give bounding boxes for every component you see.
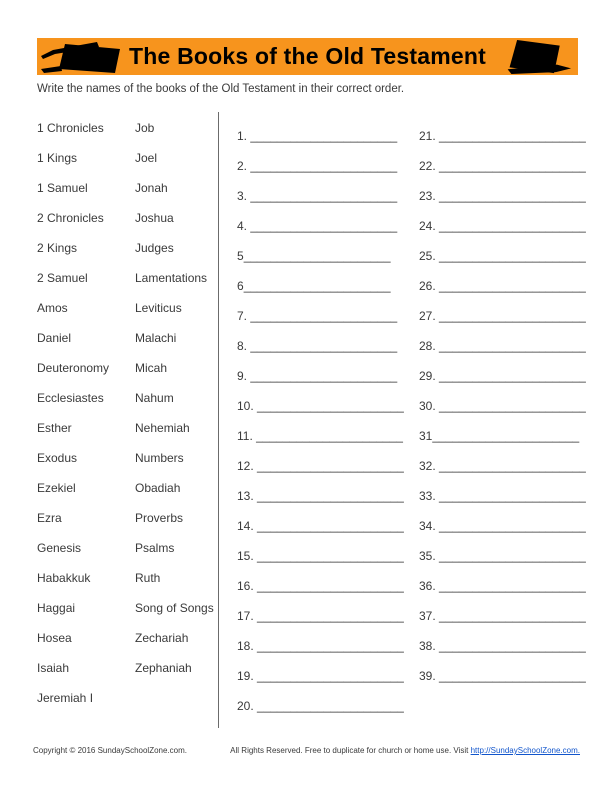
answer-number: 33. <box>419 489 440 503</box>
answer-row <box>237 121 404 151</box>
word-bank-item: Genesis <box>37 541 82 555</box>
answer-number: 31 <box>419 429 433 443</box>
answer-blank-line: ______________________ <box>243 279 391 293</box>
answer-number: 10. <box>237 399 258 413</box>
answer-blank-line: ______________________ <box>257 489 404 503</box>
answer-number: 1. <box>237 129 251 143</box>
answer-row <box>419 571 586 601</box>
answer-number: 19. <box>237 669 258 683</box>
word-bank-item: Ezekiel <box>37 481 76 495</box>
answer-row <box>419 541 586 571</box>
answer-row <box>237 331 404 361</box>
word-bank-item: Leviticus <box>135 301 182 315</box>
word-bank-item: Jonah <box>135 181 168 195</box>
answer-number: 22. <box>419 159 440 173</box>
answer-row <box>237 181 404 211</box>
answer-number: 11. <box>237 429 257 443</box>
footer-copyright: Copyright © 2016 SundaySchoolZone.com. <box>33 746 187 755</box>
word-bank-column-2 <box>135 113 214 683</box>
answer-blank-line: ______________________ <box>257 699 404 713</box>
footer <box>33 746 580 755</box>
answer-number: 23. <box>419 189 440 203</box>
answer-number: 32. <box>419 459 440 473</box>
answer-blank-line: ______________________ <box>257 669 404 683</box>
answer-number: 3. <box>237 189 251 203</box>
answer-row <box>419 181 586 211</box>
word-bank-item: Song of Songs <box>135 601 214 615</box>
answer-number: 4. <box>237 219 251 233</box>
answer-blank-line: ______________________ <box>257 609 404 623</box>
answer-blank-line: ______________________ <box>439 549 586 563</box>
answer-blank-line: ______________________ <box>250 339 398 353</box>
answer-number: 37. <box>419 609 440 623</box>
word-bank-item: 1 Chronicles <box>37 121 104 135</box>
answer-row <box>237 391 404 421</box>
answer-blank-line: ______________________ <box>439 399 586 413</box>
answer-row <box>237 301 404 331</box>
answer-blank-line: ______________________ <box>250 159 398 173</box>
answer-number: 9. <box>237 369 251 383</box>
answer-number: 27. <box>419 309 440 323</box>
answer-blank-line: ______________________ <box>257 579 404 593</box>
answer-row <box>237 271 404 301</box>
answer-blank-line: ______________________ <box>439 639 586 653</box>
answer-number: 18. <box>237 639 258 653</box>
answer-row <box>237 151 404 181</box>
word-bank-item: Isaiah <box>37 661 70 675</box>
word-bank-item: Lamentations <box>135 271 208 285</box>
answer-row <box>237 511 404 541</box>
answer-blank-line: ______________________ <box>250 369 398 383</box>
answer-blank-line: ______________________ <box>439 279 586 293</box>
answer-number: 15. <box>237 549 258 563</box>
answer-row <box>419 631 586 661</box>
answer-blank-line: ______________________ <box>256 429 403 443</box>
answer-blank-line: ______________________ <box>257 399 404 413</box>
word-bank-item: Nahum <box>135 391 174 405</box>
word-bank-item: 1 Samuel <box>37 181 88 195</box>
answer-number: 16. <box>237 579 258 593</box>
answer-number: 25. <box>419 249 440 263</box>
word-bank-item: Malachi <box>135 331 177 345</box>
answer-row <box>419 301 586 331</box>
word-bank-item: Joel <box>135 151 158 165</box>
word-bank-item: 2 Kings <box>37 241 78 255</box>
word-bank-item: Ruth <box>135 571 161 585</box>
word-bank-item: Judges <box>135 241 174 255</box>
answer-blank-line: ______________________ <box>257 459 404 473</box>
instruction-text: Write the names of the books of the Old Testament in their correct order. <box>37 83 405 95</box>
answer-blank-line: ______________________ <box>250 129 398 143</box>
answer-number: 7. <box>237 309 251 323</box>
answer-number: 30. <box>419 399 440 413</box>
answer-row <box>419 331 586 361</box>
word-bank-item: Numbers <box>135 451 184 465</box>
scroll-icon-left <box>41 39 126 75</box>
answer-row <box>237 211 404 241</box>
answer-number: 17. <box>237 609 258 623</box>
word-bank-item: Hosea <box>37 631 72 645</box>
answer-row <box>419 151 586 181</box>
answer-column-1 <box>237 121 404 721</box>
word-bank-item: Habakkuk <box>37 571 91 585</box>
word-bank-item: 2 Chronicles <box>37 211 104 225</box>
word-bank-item: Joshua <box>135 211 174 225</box>
word-bank-item: Amos <box>37 301 68 315</box>
answer-row <box>237 361 404 391</box>
answer-number: 2. <box>237 159 251 173</box>
scroll-icon-right <box>500 39 574 75</box>
title-banner <box>37 38 578 75</box>
answer-blank-line: ______________________ <box>439 159 586 173</box>
answer-number: 26. <box>419 279 440 293</box>
answer-blank-line: ______________________ <box>250 189 398 203</box>
answer-blank-line: ______________________ <box>439 219 586 233</box>
answer-number: 29. <box>419 369 440 383</box>
answer-blank-line: ______________________ <box>439 519 586 533</box>
word-bank-item: Nehemiah <box>135 421 190 435</box>
answer-blank-line: ______________________ <box>439 489 586 503</box>
answer-blank-line: ______________________ <box>439 129 586 143</box>
answer-blank-line: ______________________ <box>257 519 404 533</box>
answer-row <box>419 121 586 151</box>
answer-row <box>237 661 404 691</box>
answer-number: 24. <box>419 219 440 233</box>
word-bank-item: 1 Kings <box>37 151 78 165</box>
answer-row <box>419 211 586 241</box>
answer-column-2 <box>419 121 586 691</box>
answer-row <box>419 421 586 451</box>
answer-row <box>237 691 404 721</box>
word-bank-item: Jeremiah I <box>37 691 94 705</box>
answer-number: 21. <box>419 129 440 143</box>
word-bank-item: Proverbs <box>135 511 184 525</box>
answer-number: 13. <box>237 489 258 503</box>
answer-number: 12. <box>237 459 258 473</box>
answer-blank-line: ______________________ <box>439 669 586 683</box>
answer-row <box>237 421 404 451</box>
answer-row <box>237 571 404 601</box>
word-bank-item: Ezra <box>37 511 62 525</box>
vertical-divider <box>218 112 219 728</box>
answer-blank-line: ______________________ <box>250 309 398 323</box>
answer-row <box>419 451 586 481</box>
answer-row <box>419 601 586 631</box>
answer-blank-line: ______________________ <box>439 579 586 593</box>
word-bank-item: Psalms <box>135 541 175 555</box>
answer-row <box>419 391 586 421</box>
word-bank-item: Job <box>135 121 155 135</box>
answer-row <box>419 361 586 391</box>
answer-number: 36. <box>419 579 440 593</box>
footer-rights: All Rights Reserved. Free to duplicate for church or home use. Visit http://SundaySchoolZone.com. <box>230 746 580 755</box>
answer-blank-line: ______________________ <box>243 249 391 263</box>
answer-row <box>237 601 404 631</box>
answer-number: 34. <box>419 519 440 533</box>
answer-blank-line: ______________________ <box>439 189 586 203</box>
word-bank-item: Micah <box>135 361 168 375</box>
word-bank-item: 2 Samuel <box>37 271 88 285</box>
answer-blank-line: ______________________ <box>432 429 580 443</box>
answer-blank-line: ______________________ <box>439 249 586 263</box>
word-bank-item: Exodus <box>37 451 78 465</box>
word-bank-item: Daniel <box>37 331 72 345</box>
answer-blank-line: ______________________ <box>257 549 404 563</box>
answer-number: 6 <box>237 279 244 293</box>
answer-number: 35. <box>419 549 440 563</box>
answer-number: 5 <box>237 249 244 263</box>
answer-blank-line: ______________________ <box>439 369 586 383</box>
answer-row <box>237 481 404 511</box>
answer-blank-line: ______________________ <box>439 609 586 623</box>
footer-site-link[interactable]: http://SundaySchoolZone.com. <box>470 746 580 755</box>
answer-blank-line: ______________________ <box>250 219 398 233</box>
answer-row <box>237 541 404 571</box>
answer-blank-line: ______________________ <box>439 309 586 323</box>
word-bank-item: Zephaniah <box>135 661 192 675</box>
answer-blank-line: ______________________ <box>439 459 586 473</box>
word-bank-column-1 <box>37 113 109 713</box>
answer-number: 8. <box>237 339 251 353</box>
answer-row <box>419 481 586 511</box>
word-bank-item: Haggai <box>37 601 76 615</box>
answer-row <box>237 451 404 481</box>
page-title: The Books of the Old Testament <box>129 43 486 69</box>
answer-number: 20. <box>237 699 258 713</box>
answer-number: 14. <box>237 519 258 533</box>
word-bank-item: Esther <box>37 421 72 435</box>
answer-row <box>419 661 586 691</box>
answer-row <box>237 631 404 661</box>
word-bank-item: Deuteronomy <box>37 361 110 375</box>
answer-blank-line: ______________________ <box>257 639 404 653</box>
answer-number: 39. <box>419 669 440 683</box>
answer-row <box>419 511 586 541</box>
answer-row <box>237 241 404 271</box>
answer-blank-line: ______________________ <box>439 339 586 353</box>
answer-row <box>419 241 586 271</box>
word-bank-item: Obadiah <box>135 481 181 495</box>
answer-number: 38. <box>419 639 440 653</box>
answer-row <box>419 271 586 301</box>
word-bank-item: Zechariah <box>135 631 189 645</box>
answer-number: 28. <box>419 339 440 353</box>
word-bank-item: Ecclesiastes <box>37 391 104 405</box>
